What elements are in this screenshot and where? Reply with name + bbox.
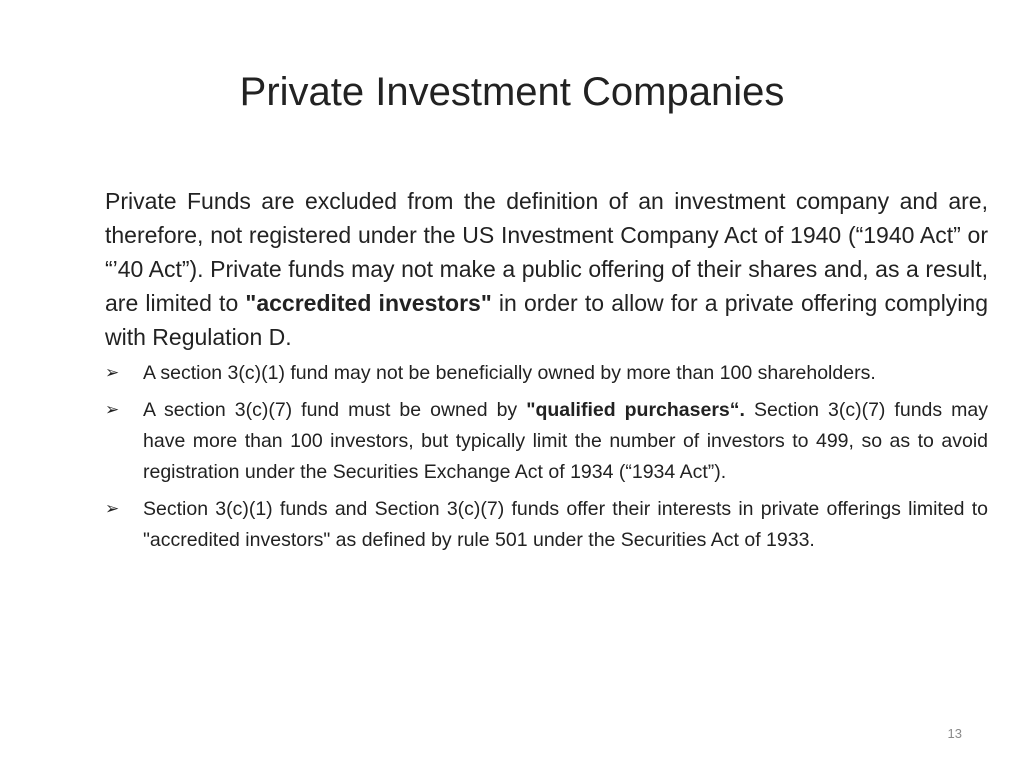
slide-content xyxy=(105,184,988,562)
arrowhead-bullet-icon: ➢ xyxy=(105,400,120,419)
intro-bold-term: "accredited investors" xyxy=(245,290,492,316)
intro-text-part2: in order to allow for a private offering complying with Regulation D. xyxy=(105,290,988,350)
bullet-text-pre: A section 3(c)(7) fund must be owned by xyxy=(143,399,527,421)
page-number: 13 xyxy=(947,726,962,741)
bullet-item-offerings xyxy=(105,494,988,556)
bullet-item-3c7 xyxy=(105,395,988,488)
slide-title: Private Investment Companies xyxy=(239,70,785,114)
bullet-item-3c1 xyxy=(105,358,988,389)
intro-paragraph xyxy=(105,184,988,354)
arrowhead-bullet-icon: ➢ xyxy=(105,363,120,382)
bullet-text-post: Section 3(c)(7) funds may have more than 100 investors, but typically limit the number of investors to 499, so as to avoid registration under the Securities Exchange Act of 1934 (“1934 Act”). xyxy=(143,399,988,483)
bullet-text: Section 3(c)(1) funds and Section 3(c)(7) funds offer their interests in private offerings limited to "accredited investors" as defined by rule 501 under the Securities Act of 1933. xyxy=(143,498,988,551)
intro-text-part1: Private Funds are excluded from the definition of an investment company and are, therefore, not registered under the US Investment Company Act of 1940 (“1940 Act” or “’40 Act”). Private funds may not make a public offering of their shares and, as a result, are limited to xyxy=(105,188,988,316)
bullet-bold-term: "qualified purchasers“. xyxy=(526,399,745,421)
bullet-list xyxy=(105,358,988,556)
bullet-text: A section 3(c)(1) fund may not be beneficially owned by more than 100 shareholders. xyxy=(143,362,876,384)
arrowhead-bullet-icon: ➢ xyxy=(105,499,120,518)
bullet-text xyxy=(143,395,988,488)
